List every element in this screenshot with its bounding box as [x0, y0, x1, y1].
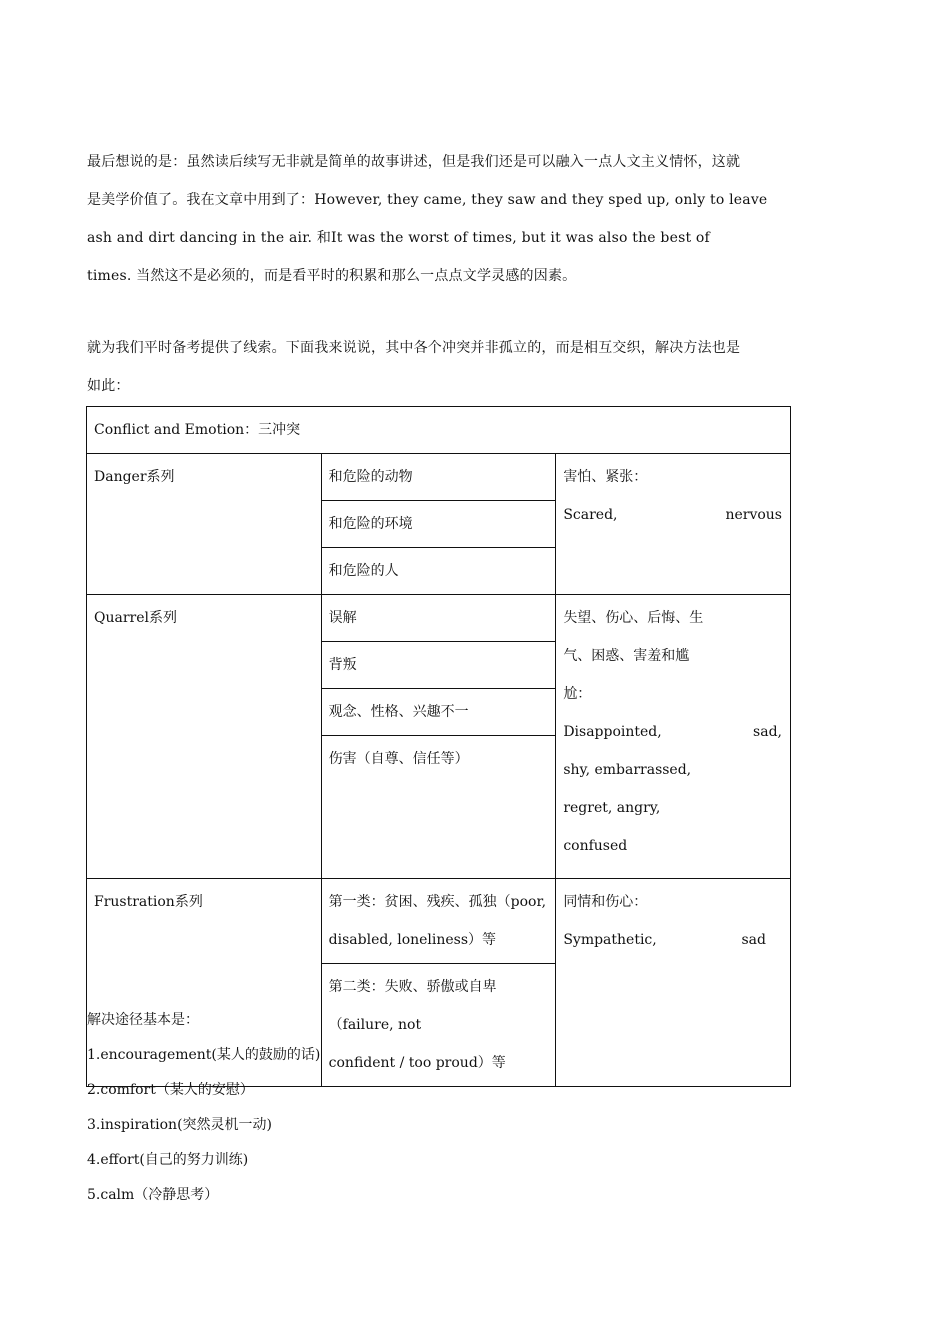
cell-line: 第一类：贫困、残疾、孤独（poor, [328, 894, 547, 910]
cell-line: 第二类：失败、骄傲或自卑（failure, not [328, 979, 497, 1033]
danger-label-cell: Danger系列 [87, 454, 322, 595]
emotion-word: sad, [753, 724, 782, 740]
frustration-emotion-cell [556, 879, 791, 1087]
emotion-en: shy, embarrassed, [563, 762, 692, 778]
paragraph-literary-value [87, 143, 857, 295]
paragraph-line: ash and dirt dancing in the air. 和It was the worst of times, but it was also the best of [87, 230, 710, 246]
emotion-cn: 尬： [563, 686, 592, 702]
quarrel-item-cell: 伤害（自尊、信任等） [321, 736, 556, 879]
emotion-cn: 失望、伤心、后悔、生 [563, 610, 704, 626]
emotion-word: sad [741, 932, 766, 948]
paragraph-intro-table [87, 329, 857, 405]
list-item: 5.calm（冷静思考） [87, 1187, 219, 1203]
solutions-heading: 解决途径基本是： [87, 1012, 199, 1028]
quarrel-label-cell: Quarrel系列 [87, 595, 322, 879]
paragraph-line: 是美学价值了。我在文章中用到了：However, they came, they saw and they sped up, only to leave [87, 192, 768, 208]
emotion-cn: 气、困惑、害羞和尴 [563, 648, 690, 664]
emotion-cn: 同情和伤心： [563, 894, 648, 910]
quarrel-emotion-cell [556, 595, 791, 879]
frustration-item-cell [321, 879, 556, 964]
danger-item-cell: 和危险的人 [321, 548, 556, 595]
list-item: 1.encouragement(某人的鼓励的话) [87, 1047, 321, 1063]
table-row [87, 454, 791, 501]
conflict-emotion-table [86, 406, 791, 1087]
solutions-list [87, 1003, 320, 1213]
paragraph-line: 如此： [87, 378, 130, 394]
emotion-en [563, 713, 782, 751]
quarrel-item-cell: 误解 [321, 595, 556, 642]
table-row [87, 595, 791, 642]
frustration-label-cell: Frustration系列 [87, 879, 322, 1087]
list-item: 4.effort(自己的努力训练) [87, 1152, 249, 1168]
danger-emotion-cell [556, 454, 791, 595]
cell-line: disabled, loneliness）等 [328, 932, 497, 948]
danger-item-cell: 和危险的动物 [321, 454, 556, 501]
emotion-cn: 害怕、紧张： [563, 469, 648, 485]
quarrel-item-cell: 背叛 [321, 642, 556, 689]
emotion-en [563, 921, 782, 959]
list-item: 3.inspiration(突然灵机一动) [87, 1117, 272, 1133]
emotion-en: regret, angry, [563, 800, 661, 816]
paragraph-line: 最后想说的是：虽然读后续写无非就是简单的故事讲述，但是我们还是可以融入一点人文主义情怀，这就 [87, 154, 741, 170]
table-row [87, 879, 791, 964]
paragraph-line: 就为我们平时备考提供了线索。下面我来说说，其中各个冲突并非孤立的，而是相互交织，解决方法也是 [87, 340, 741, 356]
frustration-item-cell [321, 964, 556, 1087]
table-header-row [87, 407, 791, 454]
emotion-word: Sympathetic, [563, 932, 657, 948]
emotion-word: Scared, [563, 507, 618, 523]
cell-line: confident / too proud）等 [328, 1055, 506, 1071]
emotion-word: nervous [725, 507, 782, 523]
quarrel-item-cell: 观念、性格、兴趣不一 [321, 689, 556, 736]
paragraph-line: times. 当然这不是必须的，而是看平时的积累和那么一点点文学灵感的因素。 [87, 268, 577, 284]
emotion-en [563, 496, 782, 534]
list-item: 2.comfort（某人的安慰） [87, 1082, 254, 1098]
table-header-cell: Conflict and Emotion：三冲突 [87, 407, 791, 454]
danger-item-cell: 和危险的环境 [321, 501, 556, 548]
emotion-en: confused [563, 838, 628, 854]
emotion-word: Disappointed, [563, 724, 662, 740]
